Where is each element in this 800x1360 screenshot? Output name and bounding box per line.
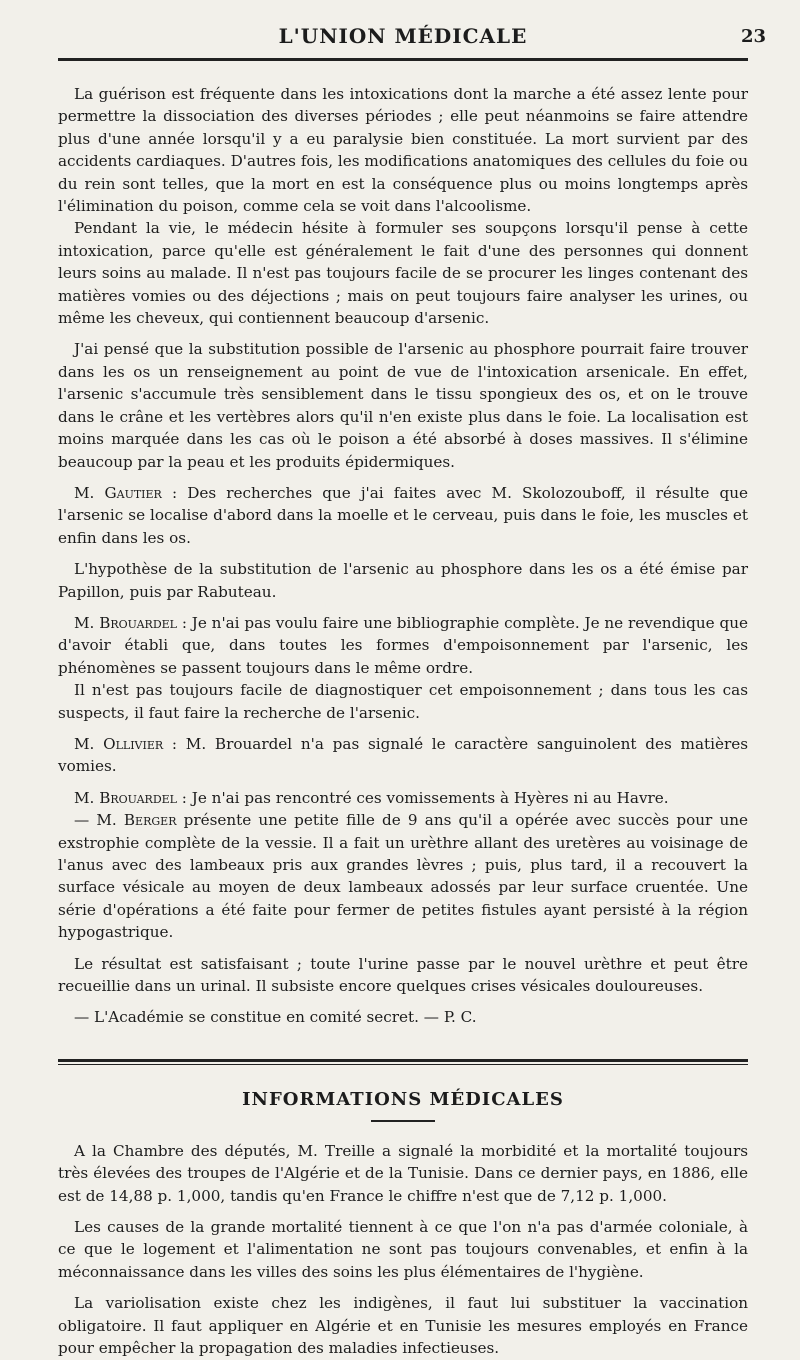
dash-prefix: — (74, 811, 97, 830)
paragraph (58, 733, 748, 778)
speaker-text: : Je n'ai pas rencontré ces vomissements à Hyères ni au Havre. (176, 788, 669, 807)
section-divider (58, 1059, 748, 1065)
speaker-text: : Je n'ai pas voulu faire une bibliographie complète. Je ne revendique que d'avoir établi que, dans toutes les formes d'empoisonnement par l'arsenic, les phénomènes se passent toujours dans le même ordre. (58, 613, 748, 677)
paragraph (58, 809, 748, 943)
document-page (0, 14, 800, 1358)
paragraph: Pendant la vie, le médecin hésite à formuler ses soupçons lorsqu'il pense à cette intoxication, parce qu'elle est généralement le fait d'une des personnes qui donnent leurs soins au malade. Il n'est pas toujours facile de se procurer les linges contenant des matières vomies ou des déjections ; mais on peut toujours faire analyser les urines, ou même les cheveux, qui contiennent beaucoup d'arsenic. (58, 219, 748, 328)
medical-news (58, 1140, 748, 1360)
paragraph: La guérison est fréquente dans les intoxications dont la marche a été assez lente pour permettre la dissociation des diverses périodes ; elle peut néanmoins se faire attendre plus d'une année lorsqu'il y a eu paralysie bien constituée. La mort survient par des accidents cardiaques. D'autres fois, les modifications anatomiques des cellules du foie ou du rein sont telles, que la mort en est la conséquence plus ou moins longtemps après l'élimination du poison, comme cela se voit dans l'alcoolisme. (58, 85, 748, 216)
speaker-name: M. Ollivier (74, 734, 164, 753)
paragraph: La variolisation existe chez les indigènes, il faut lui substituer la vaccination obligatoire. Il faut appliquer en Algérie et en Tunisie les mesures employés en France pour empêcher la propagation des maladies infectieuses. (58, 1294, 748, 1358)
speaker-text: : Des recherches que j'ai faites avec M. Skolozouboff, il résulte que l'arsenic se localise d'abord dans la moelle et le cerveau, puis dans le foie, les muscles et enfin dans les os. (58, 483, 748, 547)
paragraph: L'hypothèse de la substitution de l'arsenic au phosphore dans les os a été émise par Papillon, puis par Rabuteau. (58, 560, 748, 601)
paragraph: — L'Académie se constitue en comité secret. — P. C. (74, 1008, 477, 1027)
running-title: L'UNION MÉDICALE (278, 24, 528, 48)
paragraph (58, 482, 748, 549)
paragraph: Il n'est pas toujours facile de diagnostiquer cet empoisonnement ; dans tous les cas suspects, il faut faire la recherche de l'arsenic. (58, 681, 748, 722)
section-title: INFORMATIONS MÉDICALES (242, 1088, 564, 1110)
paragraph: Le résultat est satisfaisant ; toute l'urine passe par le nouvel urèthre et peut être recueillie dans un urinal. Il subsiste encore quelques crises vésicales douloureuses. (58, 954, 748, 996)
paragraph (58, 787, 748, 809)
page-header (58, 14, 766, 61)
paragraph: A la Chambre des députés, M. Treille a signalé la morbidité et la mortalité toujours très élevées des troupes de l'Algérie et de la Tunisie. Dans ce dernier pays, en 1886, elle est de 14,88 p. 1,000, tandis qu'en France le chiffre n'est que de 7,12 p. 1,000. (58, 1141, 748, 1205)
title-underline (371, 1120, 435, 1122)
paragraph: J'ai pensé que la substitution possible de l'arsenic au phosphore pourrait faire trouver dans les os un renseignement au point de vue de l'intoxication arsenicale. En effet, l'arsenic s'accumule très sensiblement dans le tissu spongieux des os, et on le trouve dans le crâne et les vertèbres alors qu'il n'en existe plus dans le foie. La localisation est moins marquée dans les cas où le poison a été absorbé à doses massives. Il s'élimine beaucoup par la peau et les produits épidermiques. (58, 340, 748, 471)
speaker-name: M. Brouardel (74, 613, 177, 632)
speaker-name: M. Berger (96, 811, 177, 830)
academy-report (58, 83, 748, 1029)
speaker-text: : M. Brouardel n'a pas signalé le caractère sanguinolent des matières vomies. (58, 734, 748, 776)
speaker-text: présente une petite fille de 9 ans qu'il a opérée avec succès pour une exstrophie complète de la vessie. Il a fait un urèthre allant des uretères au voisinage de l'anus avec des lambeaux pris aux grandes lèvres ; puis, plus tard, il a recouvert la surface vésicale au moyen de deux lambeaux adossés par leur surface cruentée. Une série d'opérations a été faite pour fermer de petites fistules ayant persisté à la région hypogastrique. (58, 811, 749, 942)
paragraph: Les causes de la grande mortalité tiennent à ce que l'on n'a pas d'armée coloniale, à ce que le logement et l'alimentation ne sont pas toujours convenables, et enfin à la méconnaissance dans les villes des soins les plus élémentaires de l'hygiène. (58, 1218, 748, 1281)
speaker-name: M. Gautier (74, 483, 162, 502)
speaker-name: M. Brouardel (74, 788, 177, 807)
page-number: 23 (740, 26, 766, 47)
paragraph (58, 612, 748, 679)
